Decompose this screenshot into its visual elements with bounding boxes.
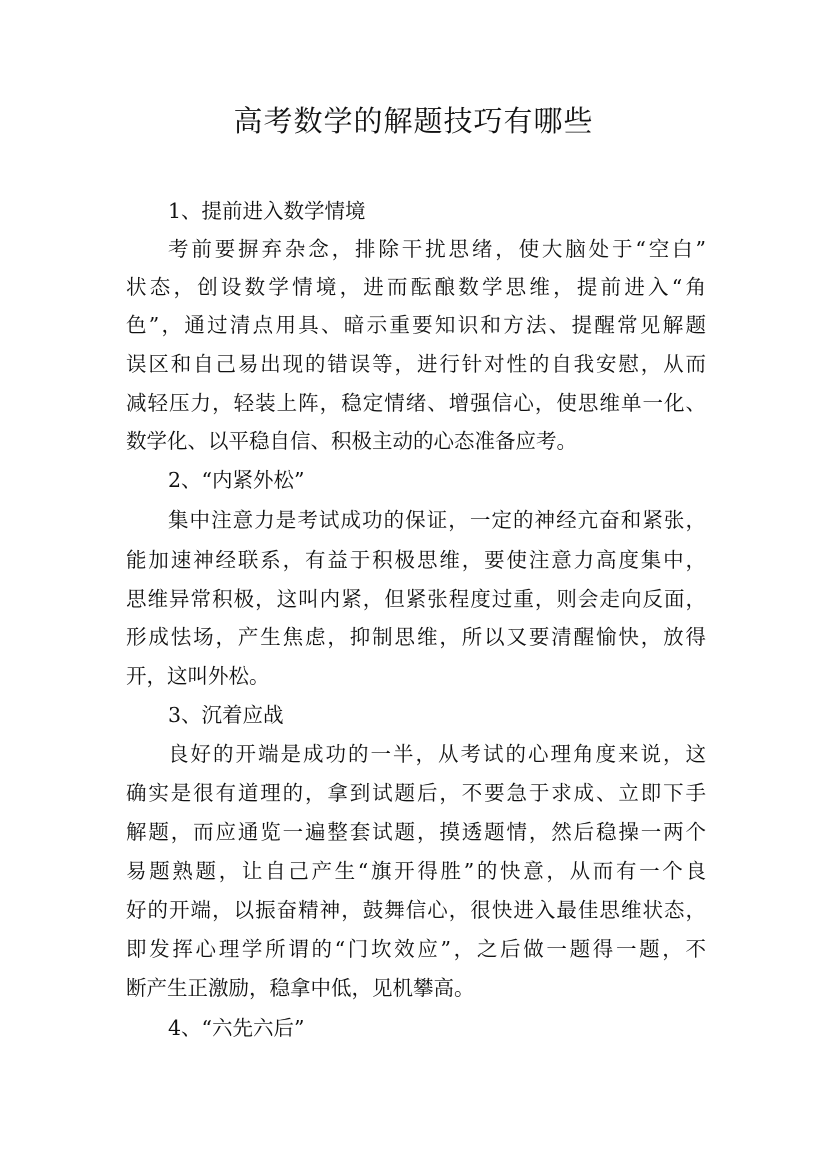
section-2-line-4: 形成怯场，产生焦虑，抑制思维，所以又要清醒愉快，放得 bbox=[126, 625, 706, 649]
section-2-heading: 2、“内紧外松” bbox=[168, 468, 305, 492]
section-3-line-6: 即发挥心理学所谓的“门坎效应”，之后做一题得一题，不 bbox=[126, 937, 706, 961]
section-3-line-3: 解题，而应通览一遍整套试题，摸透题情，然后稳操一两个 bbox=[126, 820, 706, 844]
section-2-line-1: 集中注意力是考试成功的保证，一定的神经亢奋和紧张， bbox=[168, 508, 706, 532]
section-2-line-2: 能加速神经联系，有益于积极思维，要使注意力高度集中， bbox=[126, 548, 706, 572]
section-1-line-5: 减轻压力，轻装上阵，稳定情绪、增强信心，使思维单一化、 bbox=[126, 391, 706, 415]
section-1-line-2: 状态，创设数学情境，进而酝酿数学思维，提前进入“角 bbox=[126, 275, 706, 299]
section-4-heading: 4、“六先六后” bbox=[168, 1016, 305, 1040]
section-1-line-4: 误区和自己易出现的错误等，进行针对性的自我安慰，从而 bbox=[126, 352, 706, 376]
section-1-line-1: 考前要摒弃杂念，排除干扰思绪，使大脑处于“空白” bbox=[168, 237, 706, 261]
section-1-line-6: 数学化、以平稳自信、积极主动的心态准备应考。 bbox=[126, 429, 577, 453]
section-3-line-4: 易题熟题，让自己产生“旗开得胜”的快意，从而有一个良 bbox=[126, 859, 706, 883]
section-2-line-3: 思维异常积极，这叫内紧，但紧张程度过重，则会走向反面， bbox=[126, 587, 706, 611]
section-3-line-7: 断产生正激励，稳拿中低，见机攀高。 bbox=[126, 976, 475, 1000]
section-3-line-1: 良好的开端是成功的一半，从考试的心理角度来说，这 bbox=[168, 742, 706, 766]
section-3-line-5: 好的开端，以振奋精神，鼓舞信心，很快进入最佳思维状态， bbox=[126, 898, 706, 922]
section-3-line-2: 确实是很有道理的，拿到试题后，不要急于求成、立即下手 bbox=[126, 781, 706, 805]
document-title: 高考数学的解题技巧有哪些 bbox=[233, 104, 594, 138]
section-2-line-5: 开，这叫外松。 bbox=[126, 664, 270, 688]
section-1-line-3: 色”，通过清点用具、暗示重要知识和方法、提醒常见解题 bbox=[126, 313, 706, 337]
section-1-heading: 1、提前进入数学情境 bbox=[168, 199, 366, 223]
section-3-heading: 3、沉着应战 bbox=[168, 703, 284, 727]
